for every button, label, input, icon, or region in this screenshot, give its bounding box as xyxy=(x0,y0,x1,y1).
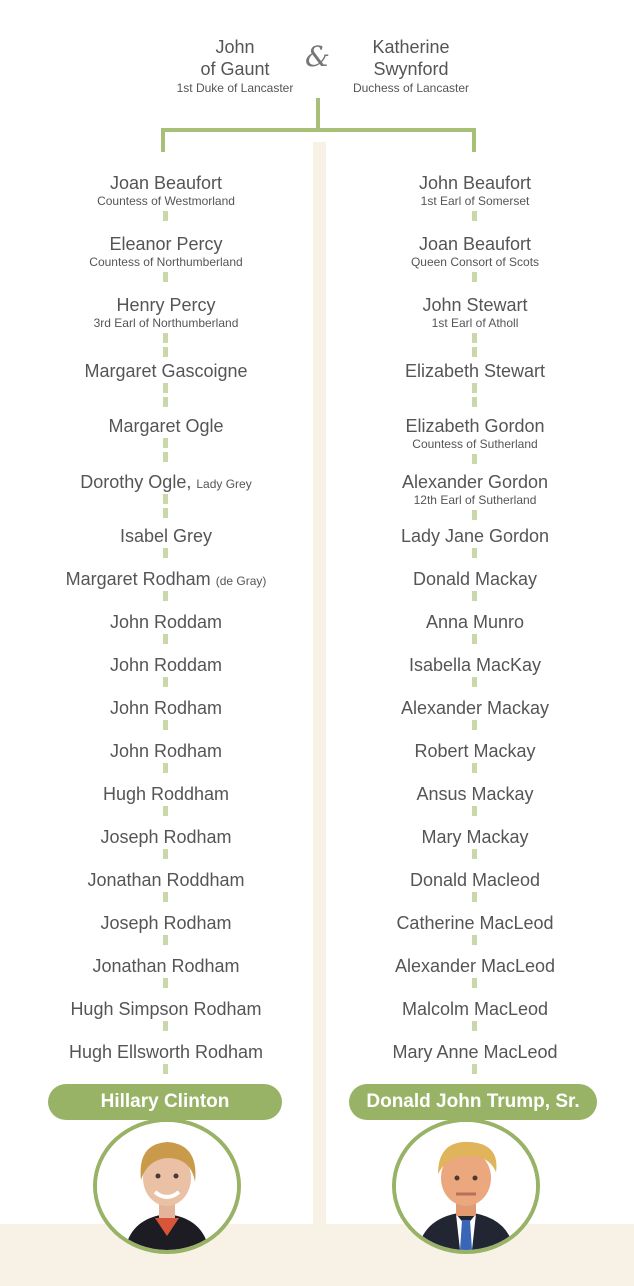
person-name xyxy=(345,360,605,382)
person-node xyxy=(345,998,605,1020)
lineage-connector-dash xyxy=(472,211,477,221)
lineage-connector-dash xyxy=(472,763,477,773)
person-name-text: Eleanor Percy xyxy=(109,234,223,254)
lineage-connector-dash xyxy=(472,548,477,558)
lineage-connector-dash xyxy=(163,333,168,343)
person-name xyxy=(36,294,296,316)
person-name xyxy=(345,568,605,590)
person-node xyxy=(345,360,605,382)
person-name-text: Alexander MacLeod xyxy=(394,956,556,976)
person-name xyxy=(36,172,296,194)
person-name xyxy=(345,654,605,676)
root-title: 1st Duke of Lancaster xyxy=(176,81,294,95)
person-name xyxy=(36,233,296,255)
lineage-connector-dash xyxy=(163,1064,168,1074)
root-name-line2: Swynford xyxy=(373,59,449,79)
lineage-connector-dash xyxy=(163,508,168,518)
person-name xyxy=(345,415,605,437)
tree-connector-bar xyxy=(161,128,476,132)
person-name xyxy=(345,611,605,633)
person-name xyxy=(345,233,605,255)
person-node xyxy=(36,611,296,633)
person-node xyxy=(36,471,296,495)
person-name-text: John Rodham xyxy=(109,698,223,718)
root-title: Duchess of Lancaster xyxy=(352,81,470,95)
person-node xyxy=(345,654,605,676)
lineage-connector-dash xyxy=(163,591,168,601)
person-name xyxy=(36,525,296,547)
person-node xyxy=(345,525,605,547)
person-name xyxy=(345,912,605,934)
person-name-text: Ansus Mackay xyxy=(416,784,534,804)
person-name-text: Donald Macleod xyxy=(409,870,541,890)
person-title: Countess of Northumberland xyxy=(89,255,243,269)
person-title: 3rd Earl of Northumberland xyxy=(93,316,239,330)
person-name xyxy=(36,471,296,495)
person-name xyxy=(36,1041,296,1063)
person-name-text: Elizabeth Gordon xyxy=(405,416,545,436)
person-name xyxy=(36,654,296,676)
person-name xyxy=(36,697,296,719)
person-name xyxy=(36,955,296,977)
person-node xyxy=(345,955,605,977)
lineage-connector-dash xyxy=(163,935,168,945)
person-node xyxy=(345,172,605,209)
lineage-connector-dash xyxy=(163,452,168,462)
lineage-connector-dash xyxy=(472,383,477,393)
lineage-connector-dash xyxy=(472,806,477,816)
lineage-connector-dash xyxy=(163,548,168,558)
person-name-text: Isabella MacKay xyxy=(408,655,542,675)
lineage-connector-dash xyxy=(472,677,477,687)
person-name-text: Joan Beaufort xyxy=(109,173,223,193)
person-title: Countess of Sutherland xyxy=(412,437,538,451)
person-node xyxy=(345,912,605,934)
person-title: Queen Consort of Scots xyxy=(410,255,540,269)
person-node xyxy=(36,869,296,891)
lineage-connector-dash xyxy=(472,397,477,407)
lineage-connector-dash xyxy=(472,454,477,464)
person-node xyxy=(36,360,296,382)
person-name xyxy=(345,998,605,1020)
person-title: 1st Earl of Atholl xyxy=(431,316,519,330)
person-node xyxy=(36,654,296,676)
person-name-text: Hugh Simpson Rodham xyxy=(70,999,262,1019)
person-name xyxy=(36,415,296,437)
person-name-text: Dorothy Ogle, xyxy=(80,472,192,492)
person-node xyxy=(345,826,605,848)
person-node xyxy=(345,233,605,270)
root-name-line2: of Gaunt xyxy=(200,59,270,79)
root-name-line1: John xyxy=(215,37,255,57)
person-name-text: Catherine MacLeod xyxy=(396,913,554,933)
person-node xyxy=(36,568,296,592)
person-name-text: Lady Jane Gordon xyxy=(400,526,550,546)
lineage-connector-dash xyxy=(472,272,477,282)
person-name xyxy=(345,172,605,194)
person-node xyxy=(345,611,605,633)
person-name-text: Margaret Rodham xyxy=(65,569,211,589)
lineage-connector-dash xyxy=(163,272,168,282)
person-node xyxy=(36,912,296,934)
person-name-text: Jonathan Rodham xyxy=(92,956,240,976)
person-node xyxy=(345,869,605,891)
lineage-connector-dash xyxy=(163,397,168,407)
person-title: 1st Earl of Somerset xyxy=(420,194,530,208)
person-name-text: Malcolm MacLeod xyxy=(401,999,549,1019)
person-name-text: Joseph Rodham xyxy=(100,827,232,847)
person-name-text: Anna Munro xyxy=(425,612,525,632)
lineage-connector-dash xyxy=(163,849,168,859)
lineage-connector-dash xyxy=(472,333,477,343)
person-name-text: John Stewart xyxy=(422,295,528,315)
descendant-label-left: Hillary Clinton xyxy=(48,1084,282,1120)
lineage-connector-dash xyxy=(472,935,477,945)
portrait-right-illustration xyxy=(396,1122,536,1250)
person-name xyxy=(345,783,605,805)
person-name xyxy=(345,525,605,547)
person-name-suffix: Lady Grey xyxy=(196,477,252,491)
person-node xyxy=(36,233,296,270)
portrait-left-illustration xyxy=(97,1122,237,1250)
person-name xyxy=(36,740,296,762)
person-name-text: Hugh Roddham xyxy=(102,784,230,804)
person-name-text: Joseph Rodham xyxy=(100,913,232,933)
lineage-connector-dash xyxy=(163,677,168,687)
person-name-text: Hugh Ellsworth Rodham xyxy=(68,1042,264,1062)
person-node xyxy=(36,1041,296,1063)
tree-connector-left-drop xyxy=(161,128,165,152)
person-node xyxy=(345,1041,605,1063)
person-node xyxy=(345,740,605,762)
person-name xyxy=(36,998,296,1020)
lineage-connector-dash xyxy=(163,1021,168,1031)
person-name-text: John Beaufort xyxy=(418,173,532,193)
lineage-connector-dash xyxy=(472,1064,477,1074)
person-name xyxy=(345,740,605,762)
person-node xyxy=(36,998,296,1020)
person-name xyxy=(36,783,296,805)
person-node xyxy=(345,471,605,508)
person-node xyxy=(345,294,605,331)
person-node xyxy=(36,294,296,331)
lineage-connector-dash xyxy=(472,720,477,730)
root-ancestor-katherine-swynford xyxy=(336,36,486,95)
root-ancestor-john-of-gaunt xyxy=(160,36,310,95)
person-name-text: Robert Mackay xyxy=(414,741,536,761)
ampersand: & xyxy=(305,40,330,73)
person-node xyxy=(36,172,296,209)
person-name-text: John Roddam xyxy=(109,612,223,632)
person-name-text: John Rodham xyxy=(109,741,223,761)
tree-connector-stem xyxy=(316,98,320,130)
portrait-right xyxy=(392,1118,540,1254)
lineage-connector-dash xyxy=(472,634,477,644)
person-name-suffix: (de Gray) xyxy=(215,574,267,588)
person-name xyxy=(36,611,296,633)
person-name-text: Elizabeth Stewart xyxy=(404,361,546,381)
person-name-text: Jonathan Roddham xyxy=(87,870,245,890)
person-name xyxy=(36,826,296,848)
person-name-text: Joan Beaufort xyxy=(418,234,532,254)
person-name-text: Isabel Grey xyxy=(119,526,213,546)
lineage-connector-dash xyxy=(163,211,168,221)
person-name xyxy=(345,955,605,977)
person-name xyxy=(36,360,296,382)
person-name-text: Henry Percy xyxy=(116,295,216,315)
person-node xyxy=(36,525,296,547)
lineage-connector-dash xyxy=(163,892,168,902)
lineage-connector-dash xyxy=(163,438,168,448)
person-node xyxy=(36,955,296,977)
person-name-text: John Roddam xyxy=(109,655,223,675)
person-name xyxy=(345,826,605,848)
person-node xyxy=(36,697,296,719)
person-node xyxy=(345,697,605,719)
person-node xyxy=(36,740,296,762)
lineage-connector-dash xyxy=(163,806,168,816)
person-name-text: Alexander Gordon xyxy=(401,472,549,492)
lineage-connector-dash xyxy=(163,720,168,730)
lineage-connector-dash xyxy=(472,1021,477,1031)
descendant-label-right: Donald John Trump, Sr. xyxy=(349,1084,597,1120)
person-name-text: Margaret Ogle xyxy=(108,416,224,436)
person-node xyxy=(36,415,296,437)
lineage-connector-dash xyxy=(472,591,477,601)
root-name-line1: Katherine xyxy=(372,37,450,57)
lineage-connector-dash xyxy=(472,849,477,859)
person-name xyxy=(345,1041,605,1063)
lineage-connector-dash xyxy=(163,347,168,357)
person-name xyxy=(36,912,296,934)
lineage-connector-dash xyxy=(472,892,477,902)
person-name xyxy=(345,294,605,316)
portrait-left xyxy=(93,1118,241,1254)
person-node xyxy=(36,826,296,848)
lineage-connector-dash xyxy=(472,510,477,520)
tree-connector-right-drop xyxy=(472,128,476,152)
person-name-text: Mary Mackay xyxy=(421,827,529,847)
person-node xyxy=(36,783,296,805)
person-title: Countess of Westmorland xyxy=(97,194,235,208)
person-name xyxy=(345,869,605,891)
person-node xyxy=(345,783,605,805)
lineage-connector-dash xyxy=(472,978,477,988)
person-name-text: Alexander Mackay xyxy=(400,698,550,718)
lineage-connector-dash xyxy=(163,634,168,644)
lineage-connector-dash xyxy=(163,494,168,504)
person-name-text: Margaret Gascoigne xyxy=(84,361,248,381)
lineage-connector-dash xyxy=(163,383,168,393)
lineage-connector-dash xyxy=(163,763,168,773)
center-divider xyxy=(313,142,326,1224)
person-name-text: Donald Mackay xyxy=(412,569,538,589)
person-name xyxy=(36,869,296,891)
lineage-connector-dash xyxy=(472,347,477,357)
person-name-text: Mary Anne MacLeod xyxy=(392,1042,558,1062)
person-node xyxy=(345,568,605,590)
person-node xyxy=(345,415,605,452)
person-name xyxy=(345,697,605,719)
person-name xyxy=(345,471,605,493)
person-name xyxy=(36,568,296,592)
bottom-band xyxy=(0,1224,634,1286)
person-title: 12th Earl of Sutherland xyxy=(413,493,537,507)
lineage-connector-dash xyxy=(163,978,168,988)
